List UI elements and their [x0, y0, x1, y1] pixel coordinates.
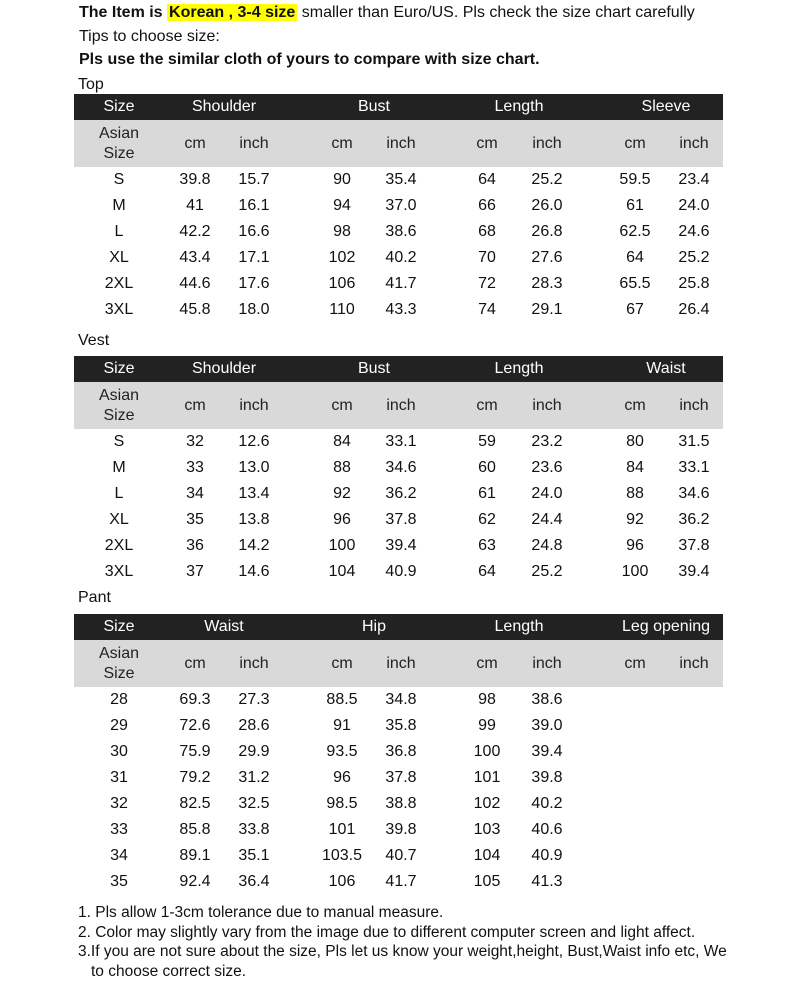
- unit-inch: inch: [239, 135, 269, 152]
- value-cell: 96: [626, 537, 644, 554]
- value-cell: 31.2: [238, 769, 270, 786]
- table-row: [74, 481, 723, 507]
- value-cell: 64: [478, 563, 496, 580]
- table-row: [74, 219, 723, 245]
- table-row: [74, 533, 723, 559]
- unit-inch: inch: [386, 135, 416, 152]
- value-cell: 96: [333, 511, 351, 528]
- value-cell: 31.5: [678, 433, 710, 450]
- value-cell: 69.3: [179, 691, 211, 708]
- unit-cm: cm: [331, 655, 353, 672]
- unit-cm: cm: [624, 397, 646, 414]
- value-cell: 25.2: [531, 171, 563, 188]
- note-2: 2. Color may slightly vary from the image due to different computer screen and light affect.: [78, 923, 696, 941]
- value-cell: 99: [478, 717, 496, 734]
- value-cell: 26.0: [531, 197, 563, 214]
- value-cell: 29.1: [531, 301, 563, 318]
- table-header-row: [74, 356, 723, 382]
- value-cell: 12.6: [238, 433, 270, 450]
- value-cell: 94: [333, 197, 351, 214]
- value-cell: 96: [333, 769, 351, 786]
- value-cell: 40.9: [385, 563, 417, 580]
- table-row: [74, 687, 723, 713]
- column-header: Sleeve: [641, 98, 691, 115]
- value-cell: 39.4: [531, 743, 563, 760]
- value-cell: 39.0: [531, 717, 563, 734]
- value-cell: 25.8: [678, 275, 710, 292]
- value-cell: 32.5: [238, 795, 270, 812]
- size-cell: 3XL: [104, 301, 134, 318]
- value-cell: 27.3: [238, 691, 270, 708]
- value-cell: 60: [478, 459, 496, 476]
- size-cell: 34: [110, 847, 128, 864]
- size-cell: 35: [110, 873, 128, 890]
- value-cell: 88: [333, 459, 351, 476]
- unit-inch: inch: [679, 655, 709, 672]
- table-row: [74, 869, 723, 895]
- pant-section-title: Pant: [78, 589, 111, 606]
- table-row: [74, 559, 723, 585]
- size-cell: L: [114, 223, 124, 240]
- value-cell: 59.5: [619, 171, 651, 188]
- value-cell: 88.5: [326, 691, 358, 708]
- value-cell: 40.2: [531, 795, 563, 812]
- tips-heading: Tips to choose size:: [79, 28, 220, 45]
- value-cell: 92: [333, 485, 351, 502]
- value-cell: 101: [473, 769, 501, 786]
- size-cell: M: [112, 459, 126, 476]
- table-row: [74, 791, 723, 817]
- value-cell: 16.6: [238, 223, 270, 240]
- value-cell: 33: [186, 459, 204, 476]
- size-cell: S: [113, 171, 125, 188]
- table-row: [74, 507, 723, 533]
- value-cell: 98: [478, 691, 496, 708]
- size-cell: XL: [109, 249, 129, 266]
- size-label: Size: [103, 145, 135, 162]
- unit-cm: cm: [184, 397, 206, 414]
- value-cell: 38.6: [385, 223, 417, 240]
- size-cell: XL: [109, 511, 129, 528]
- value-cell: 59: [478, 433, 496, 450]
- value-cell: 64: [478, 171, 496, 188]
- value-cell: 24.0: [678, 197, 710, 214]
- value-cell: 26.8: [531, 223, 563, 240]
- value-cell: 25.2: [531, 563, 563, 580]
- unit-cm: cm: [476, 655, 498, 672]
- intro-suffix: smaller than Euro/US. Pls check the size chart carefully: [297, 4, 695, 21]
- value-cell: 24.0: [531, 485, 563, 502]
- value-cell: 103.5: [321, 847, 363, 864]
- value-cell: 41: [186, 197, 204, 214]
- column-header: Shoulder: [191, 360, 257, 377]
- asian-label: Asian: [98, 645, 140, 662]
- unit-cm: cm: [476, 135, 498, 152]
- value-cell: 28.6: [238, 717, 270, 734]
- value-cell: 38.6: [531, 691, 563, 708]
- value-cell: 92: [626, 511, 644, 528]
- value-cell: 39.4: [678, 563, 710, 580]
- unit-header-row: [74, 640, 723, 687]
- table-header-row: [74, 614, 723, 640]
- unit-cm: cm: [331, 397, 353, 414]
- value-cell: 39.4: [385, 537, 417, 554]
- value-cell: 100: [328, 537, 356, 554]
- value-cell: 45.8: [179, 301, 211, 318]
- size-label: Size: [103, 665, 135, 682]
- value-cell: 36.4: [238, 873, 270, 890]
- unit-header-row: [74, 120, 723, 167]
- size-cell: S: [113, 433, 125, 450]
- value-cell: 41.7: [385, 873, 417, 890]
- value-cell: 16.1: [238, 197, 270, 214]
- notes-list: [78, 903, 727, 981]
- column-header: Size: [103, 618, 135, 635]
- korean-size-highlight: Korean , 3-4 size: [169, 4, 296, 21]
- value-cell: 41.3: [531, 873, 563, 890]
- value-cell: 34: [186, 485, 204, 502]
- size-cell: 31: [110, 769, 128, 786]
- value-cell: 37.8: [385, 511, 417, 528]
- value-cell: 37.8: [385, 769, 417, 786]
- value-cell: 37: [186, 563, 204, 580]
- value-cell: 13.8: [238, 511, 270, 528]
- table-row: [74, 429, 723, 455]
- table-row: [74, 765, 723, 791]
- value-cell: 91: [333, 717, 351, 734]
- value-cell: 33.8: [238, 821, 270, 838]
- unit-inch: inch: [239, 397, 269, 414]
- value-cell: 42.2: [179, 223, 211, 240]
- unit-cm: cm: [184, 655, 206, 672]
- asian-size-label: [74, 386, 164, 426]
- unit-inch: inch: [239, 655, 269, 672]
- value-cell: 106: [328, 275, 356, 292]
- value-cell: 67: [626, 301, 644, 318]
- value-cell: 85.8: [179, 821, 211, 838]
- value-cell: 89.1: [179, 847, 211, 864]
- note-3-continued: to choose correct size.: [91, 962, 247, 980]
- value-cell: 35.4: [385, 171, 417, 188]
- value-cell: 35: [186, 511, 204, 528]
- column-header: Size: [103, 98, 135, 115]
- unit-inch: inch: [532, 655, 562, 672]
- value-cell: 75.9: [179, 743, 211, 760]
- value-cell: 66: [478, 197, 496, 214]
- top-section-title: Top: [78, 76, 104, 93]
- value-cell: 14.2: [238, 537, 270, 554]
- value-cell: 27.6: [531, 249, 563, 266]
- value-cell: 84: [626, 459, 644, 476]
- value-cell: 33.1: [385, 433, 417, 450]
- value-cell: 74: [478, 301, 496, 318]
- column-header: Leg opening: [621, 618, 711, 635]
- value-cell: 23.6: [531, 459, 563, 476]
- value-cell: 26.4: [678, 301, 710, 318]
- value-cell: 39.8: [385, 821, 417, 838]
- value-cell: 36.2: [678, 511, 710, 528]
- pant-size-table: [74, 614, 723, 895]
- value-cell: 79.2: [179, 769, 211, 786]
- value-cell: 103: [473, 821, 501, 838]
- value-cell: 61: [478, 485, 496, 502]
- value-cell: 28.3: [531, 275, 563, 292]
- asian-size-label: [74, 124, 164, 164]
- value-cell: 40.2: [385, 249, 417, 266]
- table-row: [74, 245, 723, 271]
- value-cell: 41.7: [385, 275, 417, 292]
- value-cell: 105: [473, 873, 501, 890]
- column-header: Length: [494, 618, 544, 635]
- value-cell: 35.1: [238, 847, 270, 864]
- value-cell: 36.8: [385, 743, 417, 760]
- value-cell: 100: [621, 563, 649, 580]
- value-cell: 61: [626, 197, 644, 214]
- column-header: Hip: [361, 618, 386, 635]
- value-cell: 72.6: [179, 717, 211, 734]
- value-cell: 37.0: [385, 197, 417, 214]
- size-cell: 32: [110, 795, 128, 812]
- unit-inch: inch: [679, 135, 709, 152]
- table-row: [74, 455, 723, 481]
- value-cell: 88: [626, 485, 644, 502]
- value-cell: 13.4: [238, 485, 270, 502]
- vest-section-title: Vest: [78, 332, 110, 349]
- column-header: Length: [494, 360, 544, 377]
- value-cell: 102: [328, 249, 356, 266]
- column-header: Waist: [204, 618, 244, 635]
- value-cell: 29.9: [238, 743, 270, 760]
- value-cell: 17.1: [238, 249, 270, 266]
- unit-inch: inch: [386, 397, 416, 414]
- unit-inch: inch: [386, 655, 416, 672]
- value-cell: 40.9: [531, 847, 563, 864]
- value-cell: 62.5: [619, 223, 651, 240]
- table-row: [74, 843, 723, 869]
- value-cell: 84: [333, 433, 351, 450]
- value-cell: 34.6: [678, 485, 710, 502]
- size-cell: 28: [110, 691, 128, 708]
- value-cell: 15.7: [238, 171, 270, 188]
- value-cell: 25.2: [678, 249, 710, 266]
- value-cell: 82.5: [179, 795, 211, 812]
- column-header: Length: [494, 98, 544, 115]
- column-header: Waist: [646, 360, 686, 377]
- value-cell: 80: [626, 433, 644, 450]
- vest-size-table: [74, 356, 723, 585]
- table-row: [74, 193, 723, 219]
- unit-inch: inch: [532, 397, 562, 414]
- size-label: Size: [103, 407, 135, 424]
- size-cell: 2XL: [104, 275, 134, 292]
- column-header: Bust: [357, 360, 390, 377]
- column-header: Shoulder: [191, 98, 257, 115]
- value-cell: 93.5: [326, 743, 358, 760]
- value-cell: 33.1: [678, 459, 710, 476]
- value-cell: 36.2: [385, 485, 417, 502]
- value-cell: 101: [328, 821, 356, 838]
- value-cell: 24.6: [678, 223, 710, 240]
- unit-cm: cm: [624, 655, 646, 672]
- value-cell: 44.6: [179, 275, 211, 292]
- value-cell: 62: [478, 511, 496, 528]
- size-cell: L: [114, 485, 124, 502]
- unit-cm: cm: [476, 397, 498, 414]
- value-cell: 110: [329, 301, 355, 318]
- size-cell: 2XL: [104, 537, 134, 554]
- table-row: [74, 739, 723, 765]
- table-row: [74, 713, 723, 739]
- size-cell: 33: [110, 821, 128, 838]
- value-cell: 37.8: [678, 537, 710, 554]
- asian-size-label: [74, 644, 164, 684]
- value-cell: 39.8: [179, 171, 211, 188]
- value-cell: 43.4: [179, 249, 211, 266]
- column-header: Bust: [357, 98, 390, 115]
- size-cell: 29: [110, 717, 128, 734]
- table-row: [74, 167, 723, 193]
- value-cell: 100: [473, 743, 501, 760]
- unit-cm: cm: [331, 135, 353, 152]
- value-cell: 98.5: [326, 795, 358, 812]
- value-cell: 13.0: [238, 459, 270, 476]
- unit-cm: cm: [624, 135, 646, 152]
- unit-header-row: [74, 382, 723, 429]
- value-cell: 104: [328, 563, 356, 580]
- note-1: 1. Pls allow 1-3cm tolerance due to manual measure.: [78, 904, 444, 921]
- value-cell: 18.0: [238, 301, 270, 318]
- value-cell: 104: [473, 847, 501, 864]
- value-cell: 39.8: [531, 769, 563, 786]
- value-cell: 32: [186, 433, 204, 450]
- column-header: Size: [103, 360, 135, 377]
- value-cell: 34.6: [385, 459, 417, 476]
- value-cell: 92.4: [179, 873, 211, 890]
- value-cell: 90: [333, 171, 351, 188]
- value-cell: 40.7: [385, 847, 417, 864]
- note-3: 3.If you are not sure about the size, Pls let us know your weight,height, Bust,Waist info etc, We: [78, 943, 727, 960]
- table-row: [74, 297, 723, 323]
- table-row: [74, 271, 723, 297]
- value-cell: 38.8: [385, 795, 417, 812]
- table-header-row: [74, 94, 723, 120]
- asian-label: Asian: [98, 387, 140, 404]
- value-cell: 24.8: [531, 537, 563, 554]
- value-cell: 43.3: [385, 301, 417, 318]
- value-cell: 98: [333, 223, 351, 240]
- value-cell: 68: [478, 223, 496, 240]
- table-row: [74, 817, 723, 843]
- value-cell: 70: [478, 249, 496, 266]
- intro-prefix: The Item is: [79, 4, 168, 21]
- value-cell: 34.8: [385, 691, 417, 708]
- value-cell: 14.6: [238, 563, 270, 580]
- size-cell: M: [112, 197, 126, 214]
- value-cell: 63: [478, 537, 496, 554]
- value-cell: 102: [473, 795, 501, 812]
- value-cell: 72: [478, 275, 496, 292]
- value-cell: 35.8: [385, 717, 417, 734]
- unit-inch: inch: [679, 397, 709, 414]
- unit-cm: cm: [184, 135, 206, 152]
- value-cell: 64: [626, 249, 644, 266]
- value-cell: 23.4: [678, 171, 710, 188]
- value-cell: 17.6: [238, 275, 270, 292]
- value-cell: 65.5: [619, 275, 651, 292]
- value-cell: 36: [186, 537, 204, 554]
- intro-line-1: [79, 3, 695, 23]
- asian-label: Asian: [98, 125, 140, 142]
- size-cell: 3XL: [104, 563, 134, 580]
- value-cell: 24.4: [531, 511, 563, 528]
- value-cell: 106: [328, 873, 356, 890]
- value-cell: 40.6: [531, 821, 563, 838]
- value-cell: 23.2: [531, 433, 563, 450]
- size-cell: 30: [110, 743, 128, 760]
- unit-inch: inch: [532, 135, 562, 152]
- top-size-table: [74, 94, 723, 323]
- tips-instruction: Pls use the similar cloth of yours to compare with size chart.: [79, 51, 540, 68]
